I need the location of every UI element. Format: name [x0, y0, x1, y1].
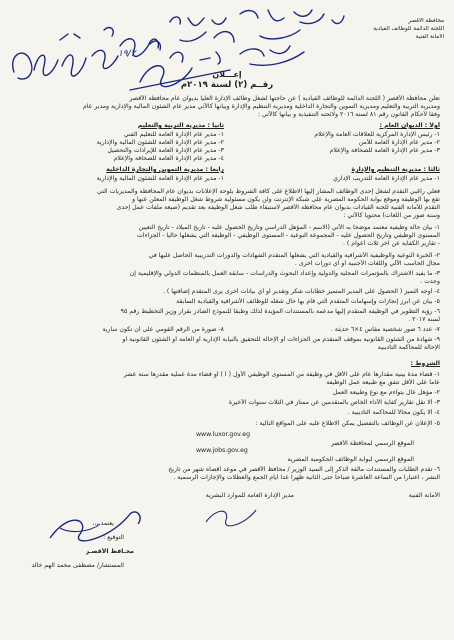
requirement-line: ٣- ما يفيد الاشتراك بالمؤتمرات المحلية والدولية وإعداد البحوث والدراسات - سابقة العمل بالمنظمات الدولي والإقليمية إن [129, 270, 440, 277]
condition-line: ٦- تقدم الطلبات والمستندات مالفة الذكر إلى السيد الوزير / محافظ الأقصر في موعد أقصاه شهر من تاريخ [168, 466, 440, 473]
section-mid-item-2: ٤- مدير عام الإدارة العامة للصحافة والإعلام [113, 155, 224, 162]
section-third-title: ثالثاً : مديرية التنظيم والإدارة [351, 166, 440, 173]
requirement-line: ٥- بيان عن أبرز إنجازات وإسهامات المتقدم التي قام بها حال شغله للوظائف الأشرافية والقيادية السابقة [176, 298, 440, 305]
org-line-3: الأمانة الفنية [415, 34, 444, 40]
condition-line: ٥- الإعلان عن الوظائف بالتفصيل يمكن الاطلاع عليه على المواقع التالية : [255, 420, 440, 427]
intro-line-3: وفقاً لأحكام القانون رقم ٨١ لسنة ٢٠١٦ ولائحته التنفيذية و بيانها كالآتي : [257, 111, 440, 118]
requirement-line: - تقارير الكفاية عن آخر ثلاث أعوام ) . [342, 240, 440, 247]
section-first-item-1: ١- رئيس الإدارة المركزية للعلاقات العامة والإعلام [314, 131, 440, 138]
announcement-number: رقــم (٢) لسنة ٢٠١٩م [180, 80, 274, 90]
section-first-title: أولاً : الديوان العام : [379, 122, 440, 129]
governor-signature [40, 500, 160, 550]
section-first-item-2: ٢- مدير عام الإدارة العامة للأمن [358, 139, 440, 146]
body-line-2: تقع بها الوظيفة وموقع بوابة الحكومة المصرية على شبكة الإنترنت ولن يكون مسئولية شروط شغل الوظيفة المعلن عنها و [132, 196, 440, 203]
requirement-line: ٦- رؤية التطوير في الوظيفة المتقدم إليها مدعمة بالمستندات المؤيدة لذلك وطبقاً للنموذج الصادر بقرار وزير التخطيط رقم ٩٥ [120, 308, 440, 315]
section-second-item-1: ١- مدير عام الإدارة العامة للتعليم الفني [123, 131, 224, 138]
footer-approved: يعتمد ،،، [92, 520, 114, 527]
announcement-title: إعـــلان [212, 70, 242, 79]
section-fourth-title: رابعاً : مديرية التموين والتجارة الداخلية [106, 166, 224, 173]
section-first-item-3: ٣- مدير عام الإدارة العامة للصحافة والإعلام [329, 147, 440, 154]
body-line-3: التقدم للأمانة الفنية للجنة القيادات بديوان عام محافظة الأقصر لاستيفاء طلب شغل الوظيفة بعد تقديم (صيغة ملفات عمل إحدى [116, 204, 440, 211]
requirement-line: ٨- صورة من الرقم القومي على أن تكون سارية [102, 326, 224, 333]
condition-line: ١- قضاء مدة بينية مقدارها عام على الأقل في وظيفة من المستوى الوظيفي الأول ( أ ) أو قضاء مدة عملية مقدرها ستة عشر [123, 371, 440, 378]
org-line-2: اللجنة الدائمة للوظائف القيادية [373, 26, 444, 32]
governor-title: محـافظ الأقصـر [85, 548, 134, 555]
requirement-line: وجدت . [420, 278, 440, 285]
governor-name: المستشار/ مصطفى محمد الهم خالد [31, 562, 124, 569]
body-line-1: فعلي راغبي التقدم لشغل إحدى الوظائف المشار إليها الاطلاع على كافة الشروط بلوحة الإعلانات بديوان عام المحافظة والمديريات التي [97, 188, 440, 195]
requirement-line: ٤- أوجه التميز ( الحصول على المدير المتميز خطابات شكر وتقدير أو أي بيانات أخرى يرى المتقدم إضافتها ) . [162, 288, 440, 295]
condition-line: الموقع الرسمي لبوابة الوظائف الحكومية المصرية [287, 456, 414, 463]
footer-signature-label: التوقيع : [103, 534, 124, 541]
condition-line: ٣- ألا تقل تقارير كفاية الأداء الخاص بالمتقدمين عن ممتاز في الثلاث سنوات الأخيرة [228, 399, 440, 406]
conditions-title: الشروط : [410, 360, 440, 367]
section-second-title: ثانياً : مديرية التربية والتعليم [137, 122, 224, 129]
requirement-line: لسنة ٢٠١٧ . [408, 316, 440, 323]
condition-line: النشر ، اعتباراً من الساعة العاشرة صباحاً حتى الثانية ظهراً عدا أيام الجمع والعطلات والإجازات الرسمية . [173, 474, 440, 481]
section-third-item-1: ١- مدير عام الإدارة العامة للتدريب الإداري [333, 175, 440, 182]
condition-line: الموقع الرسمي لمحافظة الأقصر [330, 440, 414, 447]
section-fourth-item-1: ١- مدير عام الإدارة العامة للشئون المالية والإدارية [96, 175, 224, 182]
handwritten-notes [0, 0, 454, 110]
body-line-4: وسنة صور من اللغات) محتوياً كالآتي : [343, 212, 440, 219]
condition-line: ٢- مؤهل عال يتواءم مع نوع وطبيعة العمل [332, 389, 440, 396]
intro-line-2: ومديرية التربية والتعليم ومديرية التموين والتجارة الداخلية ومديرية التنظيم والإدارة وبيانها كالآتي مدير عام الشئون المالية والإدارية ومدير عام [82, 103, 440, 110]
requirement-line: ١- بيان حالة وظيفية معتمد موضحاً به الآتي (الاسم - المؤهل الدراسي وتاريخ الحصول عليه - تاريخ الميلاد - تاريخ التعيين [138, 224, 440, 231]
url-luxor: www.luxor.gov.eg [196, 431, 251, 438]
intro-line-1: تعلن محافظة الأقصر ( اللجنة الدائمة للوظائف القيادية ) عن حاجتها لشغل وظائف الإدارة العليا بديوان عام محافظة الأقصر [129, 95, 440, 102]
requirement-line: ٧- عدد ٦ صور شخصية مقاس ٤×٦ حديثة . [330, 326, 440, 333]
footer-hr-director: مدير الإدارة العامة للموارد البشرية [205, 492, 294, 499]
condition-line: ٤- ألا يكون محالاً للمحاكمة التأديبية . [347, 409, 440, 416]
org-line-1: محافظة الأقصر [408, 18, 444, 24]
condition-line: عاماً على الأقل تتفق مع طبيعة عمل الوظيفة [326, 379, 440, 386]
section-mid-item-1: ٣- مدير عام الإدارة العامة للإيرادات والتحصيل [107, 147, 224, 154]
requirement-line: مجال الحاسب الآلي واللغات الأجنبية أو أي دورات أخرى . [294, 260, 440, 267]
hr-signature [200, 500, 280, 530]
section-second-item-2: ٢- مدير عام الإدارة العامة للشئون المالية والإدارية [96, 139, 224, 146]
footer-left-secretariat: الأمانة الفنية [408, 492, 440, 499]
requirement-line: المستوى الوظيفي وتاريخ الحصول عليه - المجموعة النوعية - المستوى الوظيفي - الوظيفة التي يشغلها حالياً - الجزاءات [137, 232, 440, 239]
requirement-line: ٩- شهادة من الشئون القانونية بموقف المتقدم من الجزاءات أو الإحالة للتحقيق بالنيابة الإدارية أو العامة أو الشئون القانونية أو [122, 336, 440, 343]
requirement-line: ٢- الخبرة النوعية والوظيفية الأشرافية والقيادية التي يشغلها المتقدم الشهادات والدورات التدريبية الحاصل عليها في [148, 252, 440, 259]
requirement-line: الإحالة للمحاكمة التأديبية [377, 344, 440, 351]
url-jobs: www.jobs.gov.eg [196, 447, 248, 454]
handwritten-middle-note: ١٩/٢ [118, 49, 136, 59]
